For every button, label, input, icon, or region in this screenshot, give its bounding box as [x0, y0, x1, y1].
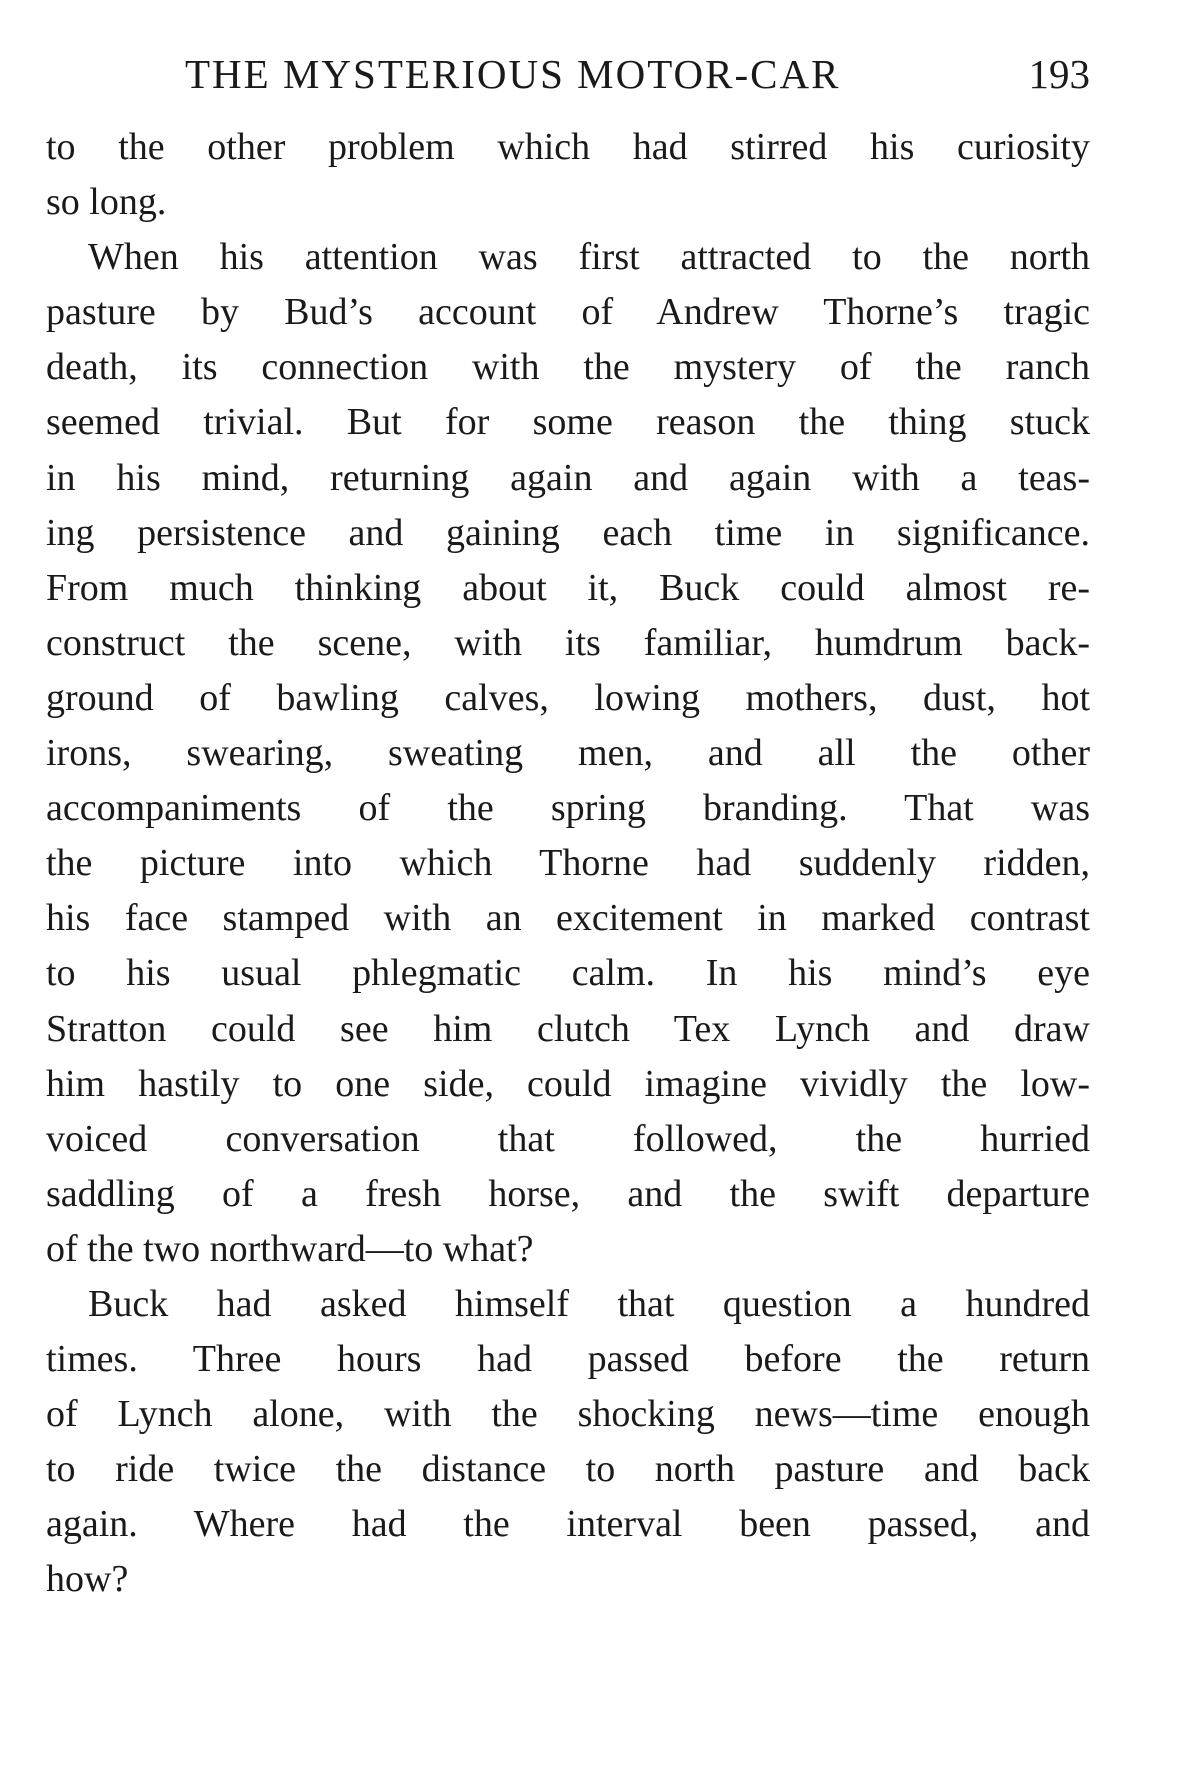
text-line: again. Where had the interval been passed, and [46, 1503, 1090, 1546]
page-number: 193 [1028, 51, 1090, 97]
text-line: so long. [46, 181, 167, 224]
text-line: From much thinking about it, Buck could almost re- [46, 566, 1090, 609]
text-line: of Lynch alone, with the shocking news—time enough [46, 1393, 1090, 1436]
paragraph [46, 1277, 1090, 1608]
text-line: to his usual phlegmatic calm. In his mind’s eye [46, 952, 1090, 995]
text-line: ground of bawling calves, lowing mothers, dust, hot [46, 676, 1090, 719]
text-line: pasture by Bud’s account of Andrew Thorne’s tragic [46, 291, 1090, 334]
text-line: the picture into which Thorne had suddenly ridden, [46, 842, 1090, 885]
text-line: to ride twice the distance to north pasture and back [46, 1448, 1090, 1491]
text-line: irons, swearing, sweating men, and all the other [46, 732, 1090, 775]
text-line: in his mind, returning again and again with a teas- [46, 456, 1090, 499]
text-line: saddling of a fresh horse, and the swift departure [46, 1172, 1090, 1215]
running-head [185, 44, 1090, 104]
text-line: to the other problem which had stirred his curiosity [46, 126, 1090, 168]
text-line: Stratton could see him clutch Tex Lynch and draw [46, 1007, 1090, 1050]
running-title: THE MYSTERIOUS MOTOR-CAR [185, 51, 841, 97]
body-text [46, 120, 1090, 1608]
text-line: When his attention was first attracted to the north [88, 236, 1090, 279]
paragraph [46, 230, 1090, 1277]
text-line: how? [46, 1558, 129, 1601]
paragraph [46, 120, 1090, 230]
text-line: ing persistence and gaining each time in significance. [46, 511, 1090, 554]
text-line: seemed trivial. But for some reason the thing stuck [46, 401, 1090, 444]
text-line: his face stamped with an excitement in marked contrast [46, 897, 1090, 940]
text-line: voiced conversation that followed, the hurried [46, 1117, 1090, 1160]
text-line: times. Three hours had passed before the return [46, 1338, 1090, 1381]
text-line: death, its connection with the mystery of the ranch [46, 346, 1090, 389]
text-line: him hastily to one side, could imagine vividly the low- [46, 1062, 1090, 1105]
text-line: construct the scene, with its familiar, humdrum back- [46, 621, 1090, 664]
text-line: of the two northward—to what? [46, 1227, 534, 1270]
text-line: Buck had asked himself that question a hundred [88, 1282, 1090, 1325]
text-line: accompaniments of the spring branding. That was [46, 787, 1090, 830]
